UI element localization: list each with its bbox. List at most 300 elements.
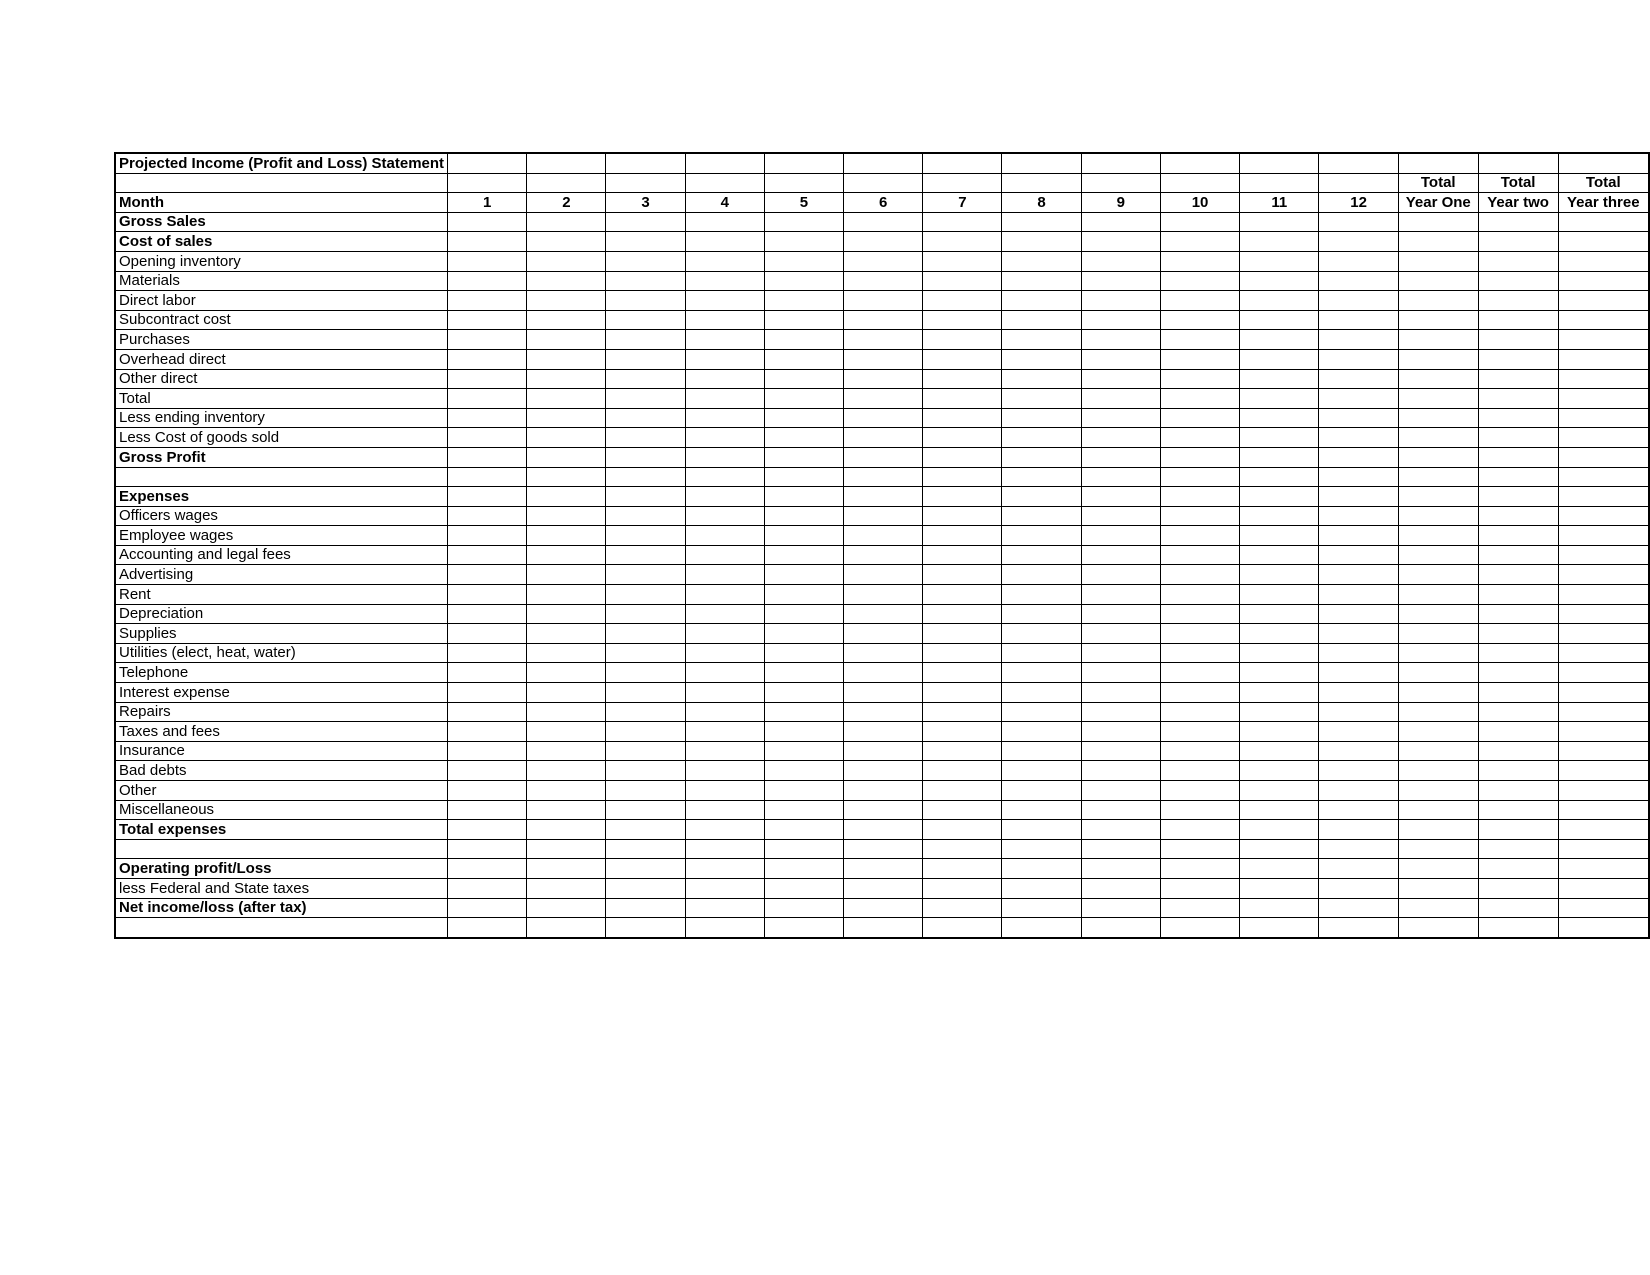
data-cell[interactable] [1240,800,1319,820]
data-cell[interactable] [764,683,843,703]
data-cell[interactable] [606,467,685,487]
data-cell[interactable] [1398,271,1478,291]
data-cell[interactable] [764,800,843,820]
data-cell[interactable] [1558,212,1649,232]
data-cell[interactable] [1160,878,1239,898]
data-cell[interactable] [606,369,685,389]
title-row-cell[interactable] [1478,153,1558,173]
data-cell[interactable] [923,271,1002,291]
data-cell[interactable] [1002,741,1081,761]
data-cell[interactable] [1319,683,1398,703]
data-cell[interactable] [1240,212,1319,232]
data-cell[interactable] [844,585,923,605]
data-cell[interactable] [1002,898,1081,918]
data-cell[interactable] [1081,585,1160,605]
data-cell[interactable] [1398,526,1478,546]
data-cell[interactable] [1478,898,1558,918]
data-cell[interactable] [1478,408,1558,428]
data-cell[interactable] [923,683,1002,703]
data-cell[interactable] [527,643,606,663]
data-cell[interactable] [764,369,843,389]
data-cell[interactable] [1319,702,1398,722]
data-cell[interactable] [1398,898,1478,918]
data-cell[interactable] [844,291,923,311]
data-cell[interactable] [1240,506,1319,526]
data-cell[interactable] [844,545,923,565]
data-cell[interactable] [1240,702,1319,722]
data-cell[interactable] [1398,408,1478,428]
data-cell[interactable] [1398,839,1478,859]
data-cell[interactable] [1160,565,1239,585]
data-cell[interactable] [1081,741,1160,761]
data-cell[interactable] [448,565,527,585]
data-cell[interactable] [1319,918,1398,938]
data-cell[interactable] [1240,663,1319,683]
data-cell[interactable] [448,878,527,898]
data-cell[interactable] [685,349,764,369]
title-row-cell[interactable] [1398,153,1478,173]
title-row-cell[interactable] [844,153,923,173]
data-cell[interactable] [1002,389,1081,409]
data-cell[interactable] [1478,251,1558,271]
data-cell[interactable] [1558,389,1649,409]
title-spacer-cell[interactable] [527,153,606,173]
data-cell[interactable] [1240,585,1319,605]
data-cell[interactable] [1002,251,1081,271]
data-cell[interactable] [448,859,527,879]
data-cell[interactable] [1319,859,1398,879]
data-cell[interactable] [1319,526,1398,546]
data-cell[interactable] [685,506,764,526]
data-cell[interactable] [844,761,923,781]
data-cell[interactable] [923,291,1002,311]
data-cell[interactable] [1398,761,1478,781]
data-cell[interactable] [1319,585,1398,605]
data-cell[interactable] [606,487,685,507]
data-cell[interactable] [1558,781,1649,801]
data-cell[interactable] [1160,683,1239,703]
header-label-cell[interactable] [115,173,448,193]
data-cell[interactable] [1081,291,1160,311]
data-cell[interactable] [527,447,606,467]
data-cell[interactable] [1398,781,1478,801]
data-cell[interactable] [606,918,685,938]
data-cell[interactable] [527,526,606,546]
data-cell[interactable] [448,761,527,781]
data-cell[interactable] [1319,447,1398,467]
data-cell[interactable] [1319,349,1398,369]
data-cell[interactable] [527,428,606,448]
data-cell[interactable] [1398,349,1478,369]
data-cell[interactable] [1160,781,1239,801]
data-cell[interactable] [844,781,923,801]
data-cell[interactable] [923,369,1002,389]
data-cell[interactable] [1558,526,1649,546]
data-cell[interactable] [1558,408,1649,428]
data-cell[interactable] [685,604,764,624]
data-cell[interactable] [1478,526,1558,546]
data-cell[interactable] [1081,918,1160,938]
data-cell[interactable] [606,722,685,742]
data-cell[interactable] [448,389,527,409]
data-cell[interactable] [606,898,685,918]
data-cell[interactable] [527,349,606,369]
data-cell[interactable] [606,506,685,526]
data-cell[interactable] [1240,898,1319,918]
data-cell[interactable] [1398,487,1478,507]
data-cell[interactable] [764,859,843,879]
data-cell[interactable] [764,624,843,644]
data-cell[interactable] [764,820,843,840]
data-cell[interactable] [527,585,606,605]
data-cell[interactable] [448,741,527,761]
data-cell[interactable] [1319,565,1398,585]
data-cell[interactable] [685,741,764,761]
data-cell[interactable] [1478,565,1558,585]
data-cell[interactable] [1558,918,1649,938]
data-cell[interactable] [527,467,606,487]
data-cell[interactable] [1478,781,1558,801]
data-cell[interactable] [923,447,1002,467]
data-cell[interactable] [685,251,764,271]
data-cell[interactable] [1398,820,1478,840]
data-cell[interactable] [1398,859,1478,879]
data-cell[interactable] [1081,526,1160,546]
data-cell[interactable] [923,330,1002,350]
data-cell[interactable] [1478,683,1558,703]
data-cell[interactable] [448,212,527,232]
data-cell[interactable] [844,526,923,546]
data-cell[interactable] [844,251,923,271]
data-cell[interactable] [606,349,685,369]
data-cell[interactable] [764,232,843,252]
data-cell[interactable] [1478,800,1558,820]
data-cell[interactable] [606,447,685,467]
data-cell[interactable] [1160,506,1239,526]
data-cell[interactable] [1319,487,1398,507]
data-cell[interactable] [1081,820,1160,840]
data-cell[interactable] [764,291,843,311]
data-cell[interactable] [764,761,843,781]
data-cell[interactable] [448,839,527,859]
data-cell[interactable] [764,349,843,369]
data-cell[interactable] [1160,663,1239,683]
data-cell[interactable] [1478,232,1558,252]
data-cell[interactable] [923,545,1002,565]
data-cell[interactable] [1478,447,1558,467]
data-cell[interactable] [764,506,843,526]
data-cell[interactable] [1160,604,1239,624]
data-cell[interactable] [1002,624,1081,644]
data-cell[interactable] [1558,643,1649,663]
data-cell[interactable] [1002,839,1081,859]
data-cell[interactable] [1319,389,1398,409]
data-cell[interactable] [1240,859,1319,879]
data-cell[interactable] [1160,820,1239,840]
data-cell[interactable] [923,310,1002,330]
data-cell[interactable] [606,271,685,291]
data-cell[interactable] [685,918,764,938]
data-cell[interactable] [1319,232,1398,252]
data-cell[interactable] [844,330,923,350]
data-cell[interactable] [1478,643,1558,663]
data-cell[interactable] [1081,800,1160,820]
data-cell[interactable] [527,918,606,938]
data-cell[interactable] [1081,487,1160,507]
data-cell[interactable] [685,624,764,644]
data-cell[interactable] [844,643,923,663]
data-cell[interactable] [844,918,923,938]
data-cell[interactable] [685,526,764,546]
data-cell[interactable] [764,212,843,232]
data-cell[interactable] [606,389,685,409]
data-cell[interactable] [1160,487,1239,507]
data-cell[interactable] [1081,683,1160,703]
data-cell[interactable] [1319,310,1398,330]
data-cell[interactable] [448,487,527,507]
data-cell[interactable] [1478,545,1558,565]
data-cell[interactable] [606,741,685,761]
data-cell[interactable] [606,781,685,801]
data-cell[interactable] [1558,369,1649,389]
data-cell[interactable] [527,702,606,722]
data-cell[interactable] [527,761,606,781]
data-cell[interactable] [527,741,606,761]
data-cell[interactable] [1319,820,1398,840]
data-cell[interactable] [1002,428,1081,448]
data-cell[interactable] [844,212,923,232]
data-cell[interactable] [685,781,764,801]
data-cell[interactable] [1558,506,1649,526]
data-cell[interactable] [923,467,1002,487]
data-cell[interactable] [1558,820,1649,840]
data-cell[interactable] [1240,683,1319,703]
data-cell[interactable] [1478,722,1558,742]
data-cell[interactable] [1478,487,1558,507]
title-row-cell[interactable] [1558,153,1649,173]
data-cell[interactable] [1002,604,1081,624]
data-cell[interactable] [1478,918,1558,938]
data-cell[interactable] [844,310,923,330]
data-cell[interactable] [923,389,1002,409]
data-cell[interactable] [685,565,764,585]
data-cell[interactable] [1240,487,1319,507]
data-cell[interactable] [606,702,685,722]
data-cell[interactable] [1319,761,1398,781]
data-cell[interactable] [1081,428,1160,448]
data-cell[interactable] [527,369,606,389]
data-cell[interactable] [1319,643,1398,663]
data-cell[interactable] [1558,839,1649,859]
data-cell[interactable] [527,310,606,330]
data-cell[interactable] [1081,545,1160,565]
data-cell[interactable] [527,389,606,409]
data-cell[interactable] [1319,291,1398,311]
data-cell[interactable] [685,467,764,487]
data-cell[interactable] [1478,839,1558,859]
data-cell[interactable] [606,526,685,546]
data-cell[interactable] [844,859,923,879]
data-cell[interactable] [1002,506,1081,526]
data-cell[interactable] [685,722,764,742]
data-cell[interactable] [1081,330,1160,350]
data-cell[interactable] [1081,643,1160,663]
data-cell[interactable] [1160,467,1239,487]
title-row-cell[interactable] [1160,153,1239,173]
data-cell[interactable] [923,663,1002,683]
data-cell[interactable] [685,643,764,663]
data-cell[interactable] [1160,585,1239,605]
data-cell[interactable] [923,251,1002,271]
data-cell[interactable] [685,487,764,507]
data-cell[interactable] [1160,212,1239,232]
data-cell[interactable] [1319,878,1398,898]
data-cell[interactable] [1478,820,1558,840]
data-cell[interactable] [923,839,1002,859]
data-cell[interactable] [923,859,1002,879]
data-cell[interactable] [1081,408,1160,428]
data-cell[interactable] [1240,741,1319,761]
data-cell[interactable] [1160,408,1239,428]
data-cell[interactable] [1319,781,1398,801]
data-cell[interactable] [685,447,764,467]
data-cell[interactable] [1558,604,1649,624]
data-cell[interactable] [685,702,764,722]
data-cell[interactable] [923,722,1002,742]
data-cell[interactable] [1002,330,1081,350]
data-cell[interactable] [1478,663,1558,683]
data-cell[interactable] [1240,428,1319,448]
data-cell[interactable] [1081,232,1160,252]
data-cell[interactable] [1558,271,1649,291]
data-cell[interactable] [1081,663,1160,683]
data-cell[interactable] [1558,251,1649,271]
data-cell[interactable] [1081,447,1160,467]
data-cell[interactable] [1398,330,1478,350]
data-cell[interactable] [685,585,764,605]
data-cell[interactable] [923,212,1002,232]
data-cell[interactable] [844,820,923,840]
data-cell[interactable] [923,800,1002,820]
data-cell[interactable] [1160,428,1239,448]
data-cell[interactable] [1478,467,1558,487]
data-cell[interactable] [606,683,685,703]
data-cell[interactable] [606,232,685,252]
data-cell[interactable] [527,604,606,624]
data-cell[interactable] [1002,820,1081,840]
data-cell[interactable] [1081,878,1160,898]
data-cell[interactable] [764,487,843,507]
data-cell[interactable] [685,271,764,291]
data-cell[interactable] [1319,604,1398,624]
data-cell[interactable] [1002,487,1081,507]
data-cell[interactable] [764,389,843,409]
data-cell[interactable] [1002,918,1081,938]
data-cell[interactable] [1002,761,1081,781]
data-cell[interactable] [1002,565,1081,585]
data-cell[interactable] [1081,839,1160,859]
data-cell[interactable] [1398,624,1478,644]
data-cell[interactable] [923,232,1002,252]
data-cell[interactable] [923,820,1002,840]
data-cell[interactable] [606,585,685,605]
data-cell[interactable] [527,408,606,428]
data-cell[interactable] [1002,781,1081,801]
data-cell[interactable] [448,271,527,291]
data-cell[interactable] [1240,310,1319,330]
data-cell[interactable] [1081,565,1160,585]
data-cell[interactable] [527,271,606,291]
data-cell[interactable] [527,800,606,820]
data-cell[interactable] [1240,447,1319,467]
data-cell[interactable] [448,545,527,565]
data-cell[interactable] [1002,545,1081,565]
data-cell[interactable] [1398,702,1478,722]
title-row-cell[interactable] [1081,153,1160,173]
data-cell[interactable] [1160,526,1239,546]
data-cell[interactable] [1240,624,1319,644]
data-cell[interactable] [764,918,843,938]
data-cell[interactable] [448,467,527,487]
data-cell[interactable] [764,526,843,546]
data-cell[interactable] [764,251,843,271]
data-cell[interactable] [764,663,843,683]
data-cell[interactable] [606,820,685,840]
data-cell[interactable] [527,663,606,683]
data-cell[interactable] [764,565,843,585]
data-cell[interactable] [448,232,527,252]
data-cell[interactable] [764,545,843,565]
data-cell[interactable] [527,251,606,271]
data-cell[interactable] [1002,643,1081,663]
data-cell[interactable] [448,722,527,742]
data-cell[interactable] [1398,447,1478,467]
data-cell[interactable] [923,487,1002,507]
title-row-cell[interactable] [764,153,843,173]
data-cell[interactable] [1160,389,1239,409]
data-cell[interactable] [1160,624,1239,644]
data-cell[interactable] [685,761,764,781]
data-cell[interactable] [685,839,764,859]
data-cell[interactable] [1478,271,1558,291]
data-cell[interactable] [764,741,843,761]
data-cell[interactable] [1558,545,1649,565]
data-cell[interactable] [1478,878,1558,898]
data-cell[interactable] [1002,369,1081,389]
data-cell[interactable] [764,643,843,663]
data-cell[interactable] [844,722,923,742]
data-cell[interactable] [527,898,606,918]
data-cell[interactable] [1160,310,1239,330]
data-cell[interactable] [1478,859,1558,879]
data-cell[interactable] [1081,369,1160,389]
data-cell[interactable] [1319,408,1398,428]
data-cell[interactable] [1319,545,1398,565]
data-cell[interactable] [1160,741,1239,761]
data-cell[interactable] [764,878,843,898]
data-cell[interactable] [1160,859,1239,879]
data-cell[interactable] [448,251,527,271]
data-cell[interactable] [844,447,923,467]
data-cell[interactable] [844,702,923,722]
data-cell[interactable] [448,683,527,703]
data-cell[interactable] [1398,643,1478,663]
data-cell[interactable] [764,408,843,428]
data-cell[interactable] [923,781,1002,801]
data-cell[interactable] [1319,212,1398,232]
data-cell[interactable] [1398,800,1478,820]
data-cell[interactable] [1160,702,1239,722]
